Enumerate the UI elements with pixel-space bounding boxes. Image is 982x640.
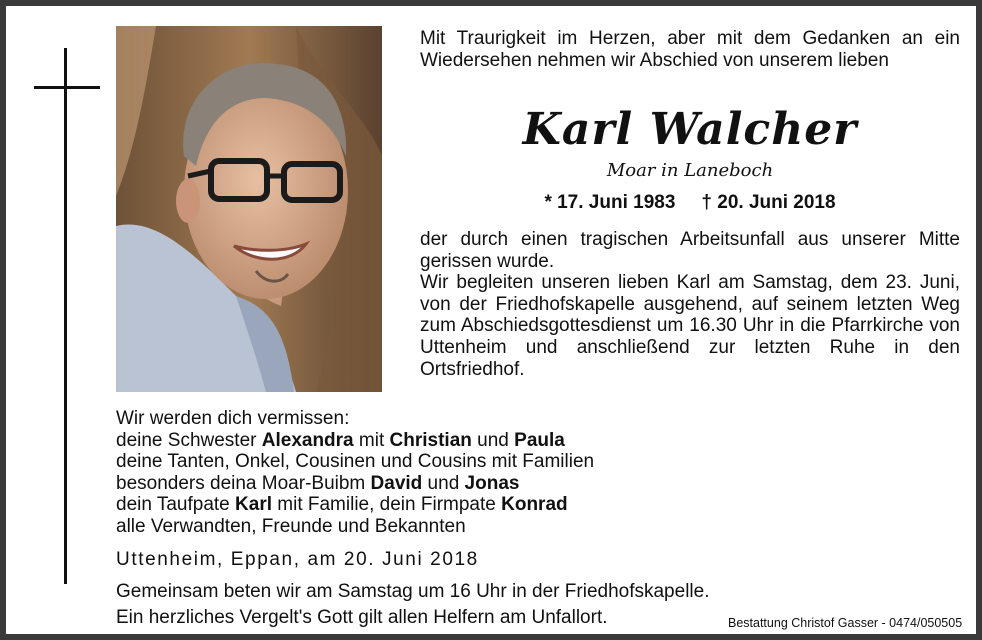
mourners-heading: Wir werden dich vermissen: [116,408,350,429]
mourners-list [116,408,676,538]
place-date: Uttenheim, Eppan, am 20. Juni 2018 [116,549,479,570]
cross-icon [64,48,67,584]
death-date: † 20. Juni 2018 [701,192,836,213]
funeral-home-credit: Bestattung Christof Gasser - 0474/050505 [728,616,963,630]
birth-date: * 17. Juni 1983 [544,192,676,213]
cross-icon-bar [34,86,100,89]
mourner-line: deine Tanten, Onkel, Cousinen und Cousins mit Familien [116,451,595,473]
mourner-line: deine Schwester Alexandra mit Christian und Paula [116,429,565,451]
thanks-note: Ein herzliches Vergelt's Gott gilt allen Helfern am Unfallort. [116,607,608,628]
house-name: Moar in Laneboch [606,160,774,181]
accident-paragraph: der durch einen tragischen Arbeitsunfall aus unserer Mitte gerissen wurde. [420,229,960,272]
deceased-name: Karl Walcher [522,104,858,155]
prayer-note: Gemeinsam beten wir am Samstag um 16 Uhr in der Friedhofskapelle. [116,581,710,602]
intro-text: Mit Traurigkeit im Herzen, aber mit dem Gedanken an ein Wiedersehen nehmen wir Abschied von unserem lieben [420,28,960,71]
life-dates [420,191,960,215]
mourner-line: alle Verwandten, Freunde und Bekannten [116,515,466,537]
announcement-text [420,229,960,380]
mourner-line: besonders deina Moar-Buibm David und Jonas [116,472,520,494]
portrait-photo [116,26,382,392]
obituary-card [6,6,976,634]
mourner-line: dein Taufpate Karl mit Familie, dein Firmpate Konrad [116,494,568,516]
funeral-paragraph: Wir begleiten unseren lieben Karl am Samstag, dem 23. Juni, von der Friedhofskapelle ausgehend, auf seinem letzten Weg zum Abschiedsgottesdienst um 16.30 Uhr in die Pfarrkirche von Uttenheim und anschließend zur letzten Ruhe in den Ortsfriedhof. [420,272,960,380]
